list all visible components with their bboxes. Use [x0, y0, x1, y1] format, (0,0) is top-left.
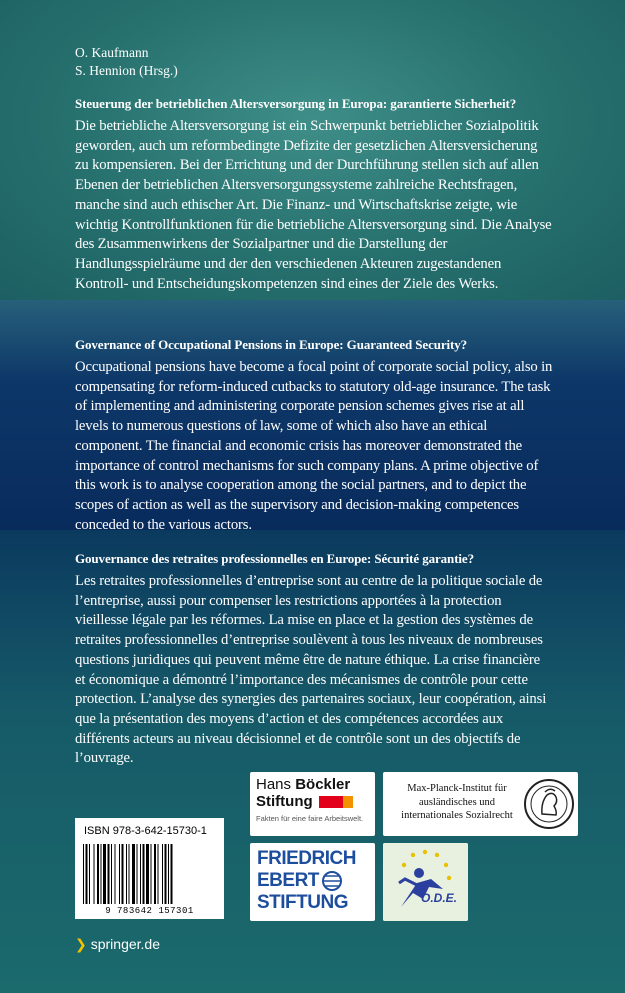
barcode-bar — [151, 844, 152, 904]
barcode-bar — [158, 844, 159, 904]
author-2: S. Hennion (Hrsg.) — [75, 63, 178, 78]
authors — [75, 44, 178, 80]
logo-text: STIFTUNG — [257, 892, 348, 913]
barcode-bar — [143, 844, 145, 904]
ode-logo — [383, 843, 468, 921]
publisher-link[interactable] — [75, 936, 160, 953]
globe-icon — [321, 871, 343, 891]
ode-figure-icon — [383, 843, 468, 921]
section-heading: Gouvernance des retraites professionnelles en Europe: Sécurité garantie? — [75, 551, 474, 566]
barcode-bar — [97, 844, 99, 904]
section-heading: Governance of Occupational Pensions in Europe: Guaranteed Security? — [75, 337, 468, 352]
section-body: Les retraites professionnelles d’entreprise sont au centre de la politique sociale de l’entreprise, aussi pour compenser les restrictions apportées à la protection vieillesse légale par les réformes. La mise en place et la gestion des systèmes de retraites professionnelles d’entreprise soulèvent à tous les niveaux de nombreuses questions juridiques qui peuvent même être de nature éthique. La crise financière et économique a démontré l’importance des mécanismes de contrôle pour cette protection. L’analyse des synergies des partenaires sociaux, leur coopération, ainsi que la présentation des moyens d’action et des compétences accordées aux différents acteurs au niveau décisionnel et de contrôle sont un des objectifs de l’ouvrage. — [75, 573, 547, 767]
section-heading: Steuerung der betrieblichen Altersversorgung in Europa: garantierte Sicherheit? — [75, 96, 517, 111]
logo-text: Böckler — [295, 776, 351, 793]
barcode-bar — [83, 844, 84, 904]
barcode-bar — [162, 844, 163, 904]
isbn-barcode — [75, 818, 224, 919]
section-body: Die betriebliche Altersversorgung ist ein Schwerpunkt betrieblicher Sozialpolitik geworden, auch um reformbedingte Defizite der gesetzlichen Altersversicherung zu kompensieren. Bei der Errichtung und der Durchführung stellen sich auf allen Ebenen der betrieblichen Altersversorgungssysteme zahlreiche Rechtsfragen, manche sind auch ethischer Art. Die Finanz- und Wirtschaftskrise zeigte, wie wichtig Kontrollfunktionen für die betriebliche Altersversorgung sind. Die Analyse des Zusammenwirkens der Sozialpartner und die Darstellung der Handlungsspielräume und der den verschiedenen Akteuren zugestandenen Kontroll- und Entscheidungskompetenzen sind eines der Ziele des Werks. — [75, 118, 552, 292]
barcode-bar — [126, 844, 127, 904]
barcode-bar — [122, 844, 124, 904]
barcode-bar — [115, 844, 116, 904]
barcode-bar — [165, 844, 167, 904]
chevron-right-icon: ❯ — [75, 936, 87, 952]
publisher-url: springer.de — [90, 936, 161, 952]
logo-text: Stiftung — [256, 793, 313, 810]
barcode-bar — [111, 844, 112, 904]
hans-boeckler-logo — [250, 772, 375, 836]
section-english — [75, 336, 553, 535]
barcode-bar — [101, 844, 102, 904]
barcode-bar — [119, 844, 120, 904]
logo-text: FRIEDRICH — [257, 848, 356, 869]
barcode-bar — [94, 844, 95, 904]
barcode-bar — [108, 844, 110, 904]
logo-text: Max-Planck-Institut für ausländisches und internationales Sozialrecht — [401, 783, 513, 821]
barcode-bar — [146, 844, 149, 904]
barcode-bar — [129, 844, 130, 904]
isbn-digits: 9 783642 157301 — [105, 906, 194, 916]
max-planck-logo — [383, 772, 578, 836]
barcode-bar — [137, 844, 138, 904]
isbn-label: ISBN 978-3-642-15730-1 — [84, 825, 207, 837]
friedrich-ebert-stiftung-logo — [250, 843, 375, 921]
logo-text: EBERT — [257, 870, 319, 891]
logo-text: O.D.E. — [421, 891, 458, 905]
barcode-bar — [89, 844, 90, 904]
section-french — [75, 550, 553, 769]
barcode-bars — [83, 844, 216, 904]
barcode-bar — [132, 844, 135, 904]
author-1: O. Kaufmann — [75, 45, 149, 60]
logo-tagline: Fakten für eine faire Arbeitswelt. — [256, 814, 364, 823]
barcode-bar — [154, 844, 156, 904]
logo-text: Hans — [256, 776, 292, 793]
section-body: Occupational pensions have become a focal point of corporate social policy, also in compensating for reform-induced cutbacks to statutory old-age insurance. The task of implementing and administering corporate pension schemes gives rise at all levels to numerous questions of law, some of which also have an ethical component. The financial and economic crisis has moreover demonstrated the importance of control mechanisms for such company plans. A prime objective of this work is to analyse cooperation among the social partners, and to depict the scopes of action as well as the supervisory and decision-making competences conceded to the various actors. — [75, 359, 553, 533]
boeckler-bars-icon — [319, 796, 353, 808]
section-german — [75, 95, 553, 294]
barcode-bar — [168, 844, 169, 904]
minerva-seal-icon — [523, 778, 575, 830]
barcode-bar — [140, 844, 141, 904]
barcode-bar — [103, 844, 106, 904]
barcode-bar — [171, 844, 173, 904]
barcode-bar — [86, 844, 88, 904]
